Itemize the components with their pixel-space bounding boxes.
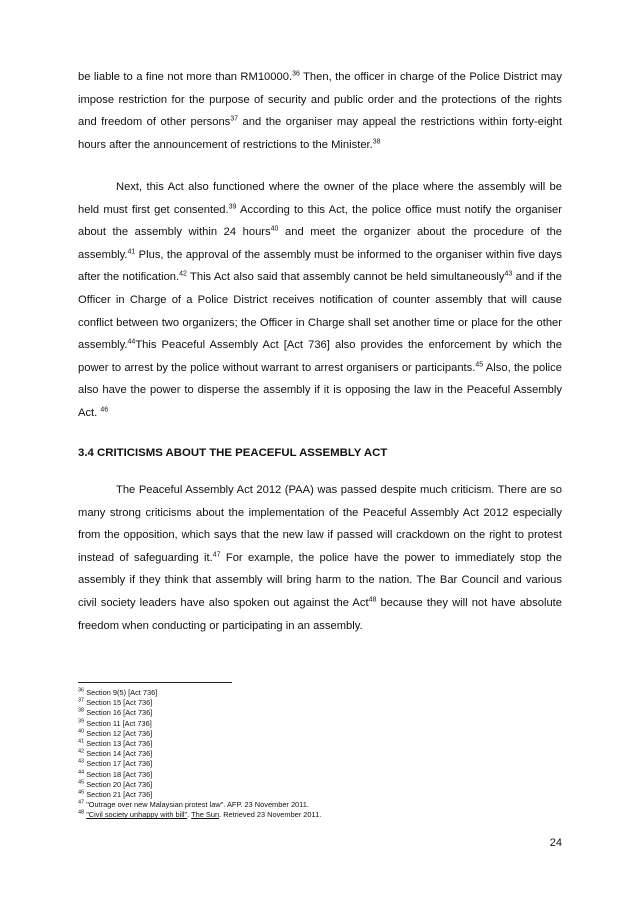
footnote-text: "Outrage over new Malaysian protest law". AFP. 23 November 2011.: [86, 800, 309, 810]
paragraph-2-text: This Peaceful Assembly Act [Act 736] also provides the enforcement by which the power to arrest by the police without warrant to arrest organisers or participants.: [78, 339, 562, 374]
footnote-number: 46: [78, 789, 85, 796]
footnote: [78, 770, 562, 780]
footnote-text: . Retrieved 23 November 2011.: [219, 810, 322, 820]
paragraph-3: [78, 479, 562, 637]
footnote-text: .: [187, 810, 192, 820]
footnote-text: Section 17 [Act 736]: [86, 759, 153, 769]
footnote-ref-43[interactable]: 43: [504, 270, 513, 278]
footnote: [78, 719, 562, 729]
footnote: [78, 790, 562, 800]
footnote-number: 39: [78, 718, 85, 725]
paragraph-2-text: Plus, the approval of the assembly must be informed to the organiser within five days after the notification.: [78, 248, 562, 284]
paragraph-2-text: Next, this Act also functioned where the owner of the place where the assembly will be held must first get consented.: [78, 181, 562, 216]
footnote-number: 47: [78, 799, 85, 806]
footnote-number: 43: [78, 758, 85, 765]
footnote-number: 41: [78, 738, 85, 745]
footnote-number: 37: [78, 697, 85, 704]
footnote-ref-39[interactable]: 39: [228, 202, 237, 210]
footnote-ref-45[interactable]: 45: [475, 361, 484, 369]
footnote-divider: [78, 682, 232, 683]
paragraph-2: [78, 176, 562, 425]
paragraph-2-text: According to this Act, the police office must notify the organiser about the assembly within 24 hours: [78, 203, 562, 239]
page-number: 24: [549, 837, 562, 849]
footnote: [78, 739, 562, 749]
footnote-source-link[interactable]: The Sun: [191, 810, 220, 820]
footnote-text: Section 18 [Act 736]: [86, 769, 153, 779]
section-heading: 3.4 CRITICISMS ABOUT THE PEACEFUL ASSEMBLY ACT: [78, 447, 388, 459]
paragraph-1-text: and the organiser may appeal the restrictions within forty-eight hours after the announcement of restrictions to the Minister.: [78, 116, 562, 151]
footnote-ref-36[interactable]: 36: [292, 70, 300, 78]
paragraph-3-text: For example, the police have the power to immediately stop the assembly if they think that assembly will bring harm to the nation. The Bar Council and various civil society leaders have also spoken out against the Act: [78, 551, 562, 609]
footnote-ref-47[interactable]: 47: [212, 551, 221, 559]
footnote-number: 44: [78, 769, 85, 776]
paragraph-3-text: because they will not have absolute freedom when conducting or participating in an assembly.: [78, 596, 562, 632]
footnote-number: 40: [78, 728, 85, 735]
footnote-text: Section 9(5) [Act 736]: [86, 688, 158, 697]
footnote-text: Section 16 [Act 736]: [86, 708, 153, 718]
footnote: [78, 759, 562, 769]
footnote-text: Section 11 [Act 736]: [86, 718, 152, 728]
paragraph-1: [78, 66, 562, 156]
footnote: [78, 688, 562, 698]
footnote-text: Section 20 [Act 736]: [86, 779, 153, 789]
footnote-text: Section 12 [Act 736]: [86, 728, 153, 738]
footnote-number: 36: [78, 687, 85, 694]
footnote-ref-41[interactable]: 41: [127, 248, 136, 256]
footnote-ref-38[interactable]: 38: [372, 138, 381, 146]
footnote-ref-40[interactable]: 40: [270, 225, 279, 233]
footnote-text: Section 14 [Act 736]: [86, 749, 153, 759]
footnote-number: 45: [78, 779, 85, 786]
footnote-ref-48[interactable]: 48: [368, 596, 377, 604]
footnote-ref-37[interactable]: 37: [230, 115, 239, 123]
paragraph-2-text: This Act also said that assembly cannot be held simultaneously: [186, 271, 505, 284]
footnote-ref-44[interactable]: 44: [127, 338, 136, 346]
paragraph-1-text: Then, the officer in charge of the Police District may impose restriction for the purpose of security and public order and the protections of the rights and freedom of other persons: [78, 71, 562, 129]
footnote-link[interactable]: "Civil society unhappy with bill": [86, 810, 188, 820]
footnote: [78, 698, 562, 708]
footnote-number: 38: [78, 707, 85, 714]
footnote-number: 42: [78, 748, 85, 755]
footnote: [78, 708, 562, 718]
footnote-ref-46[interactable]: 46: [100, 406, 109, 414]
paragraph-2-text: and meet the organizer about the procedure of the assembly.: [78, 226, 563, 261]
body-section-top: [78, 66, 562, 156]
paragraph-3-text: The Peaceful Assembly Act 2012 (PAA) was passed despite much criticism. There are so many strong criticisms about the implementation of the Peaceful Assembly Act 2012 especially from the opposition, which says that the new law if passed will crackdown on the right to protest instead of safeguarding it.: [78, 484, 562, 564]
footnote-text: Section 13 [Act 736]: [86, 739, 153, 749]
footnote: [78, 810, 562, 820]
body-section-bottom: [78, 479, 562, 637]
footnote: [78, 749, 562, 759]
footnote-ref-42[interactable]: 42: [179, 270, 187, 278]
body-section-middle: [78, 176, 562, 425]
footnote-text: Section 21 [Act 736]: [86, 790, 153, 800]
footnote: [78, 780, 562, 790]
paragraph-2-text: and if the Officer in Charge of a Police District receives notification of counter assembly that will cause conflict between two organizers; the Officer in Charge shall set another time or place for the other assembly.: [78, 271, 562, 352]
footnote-text: Section 15 [Act 736]: [86, 698, 153, 708]
footnotes: [78, 688, 562, 821]
footnote: [78, 729, 562, 739]
footnote: [78, 800, 562, 810]
paragraph-2-text: Also, the police also have the power to disperse the assembly if it is opposing the law in the Peaceful Assembly Act.: [78, 361, 562, 419]
paragraph-1-text: be liable to a fine not more than RM10000.: [78, 71, 293, 83]
footnote-number: 48: [78, 809, 85, 816]
